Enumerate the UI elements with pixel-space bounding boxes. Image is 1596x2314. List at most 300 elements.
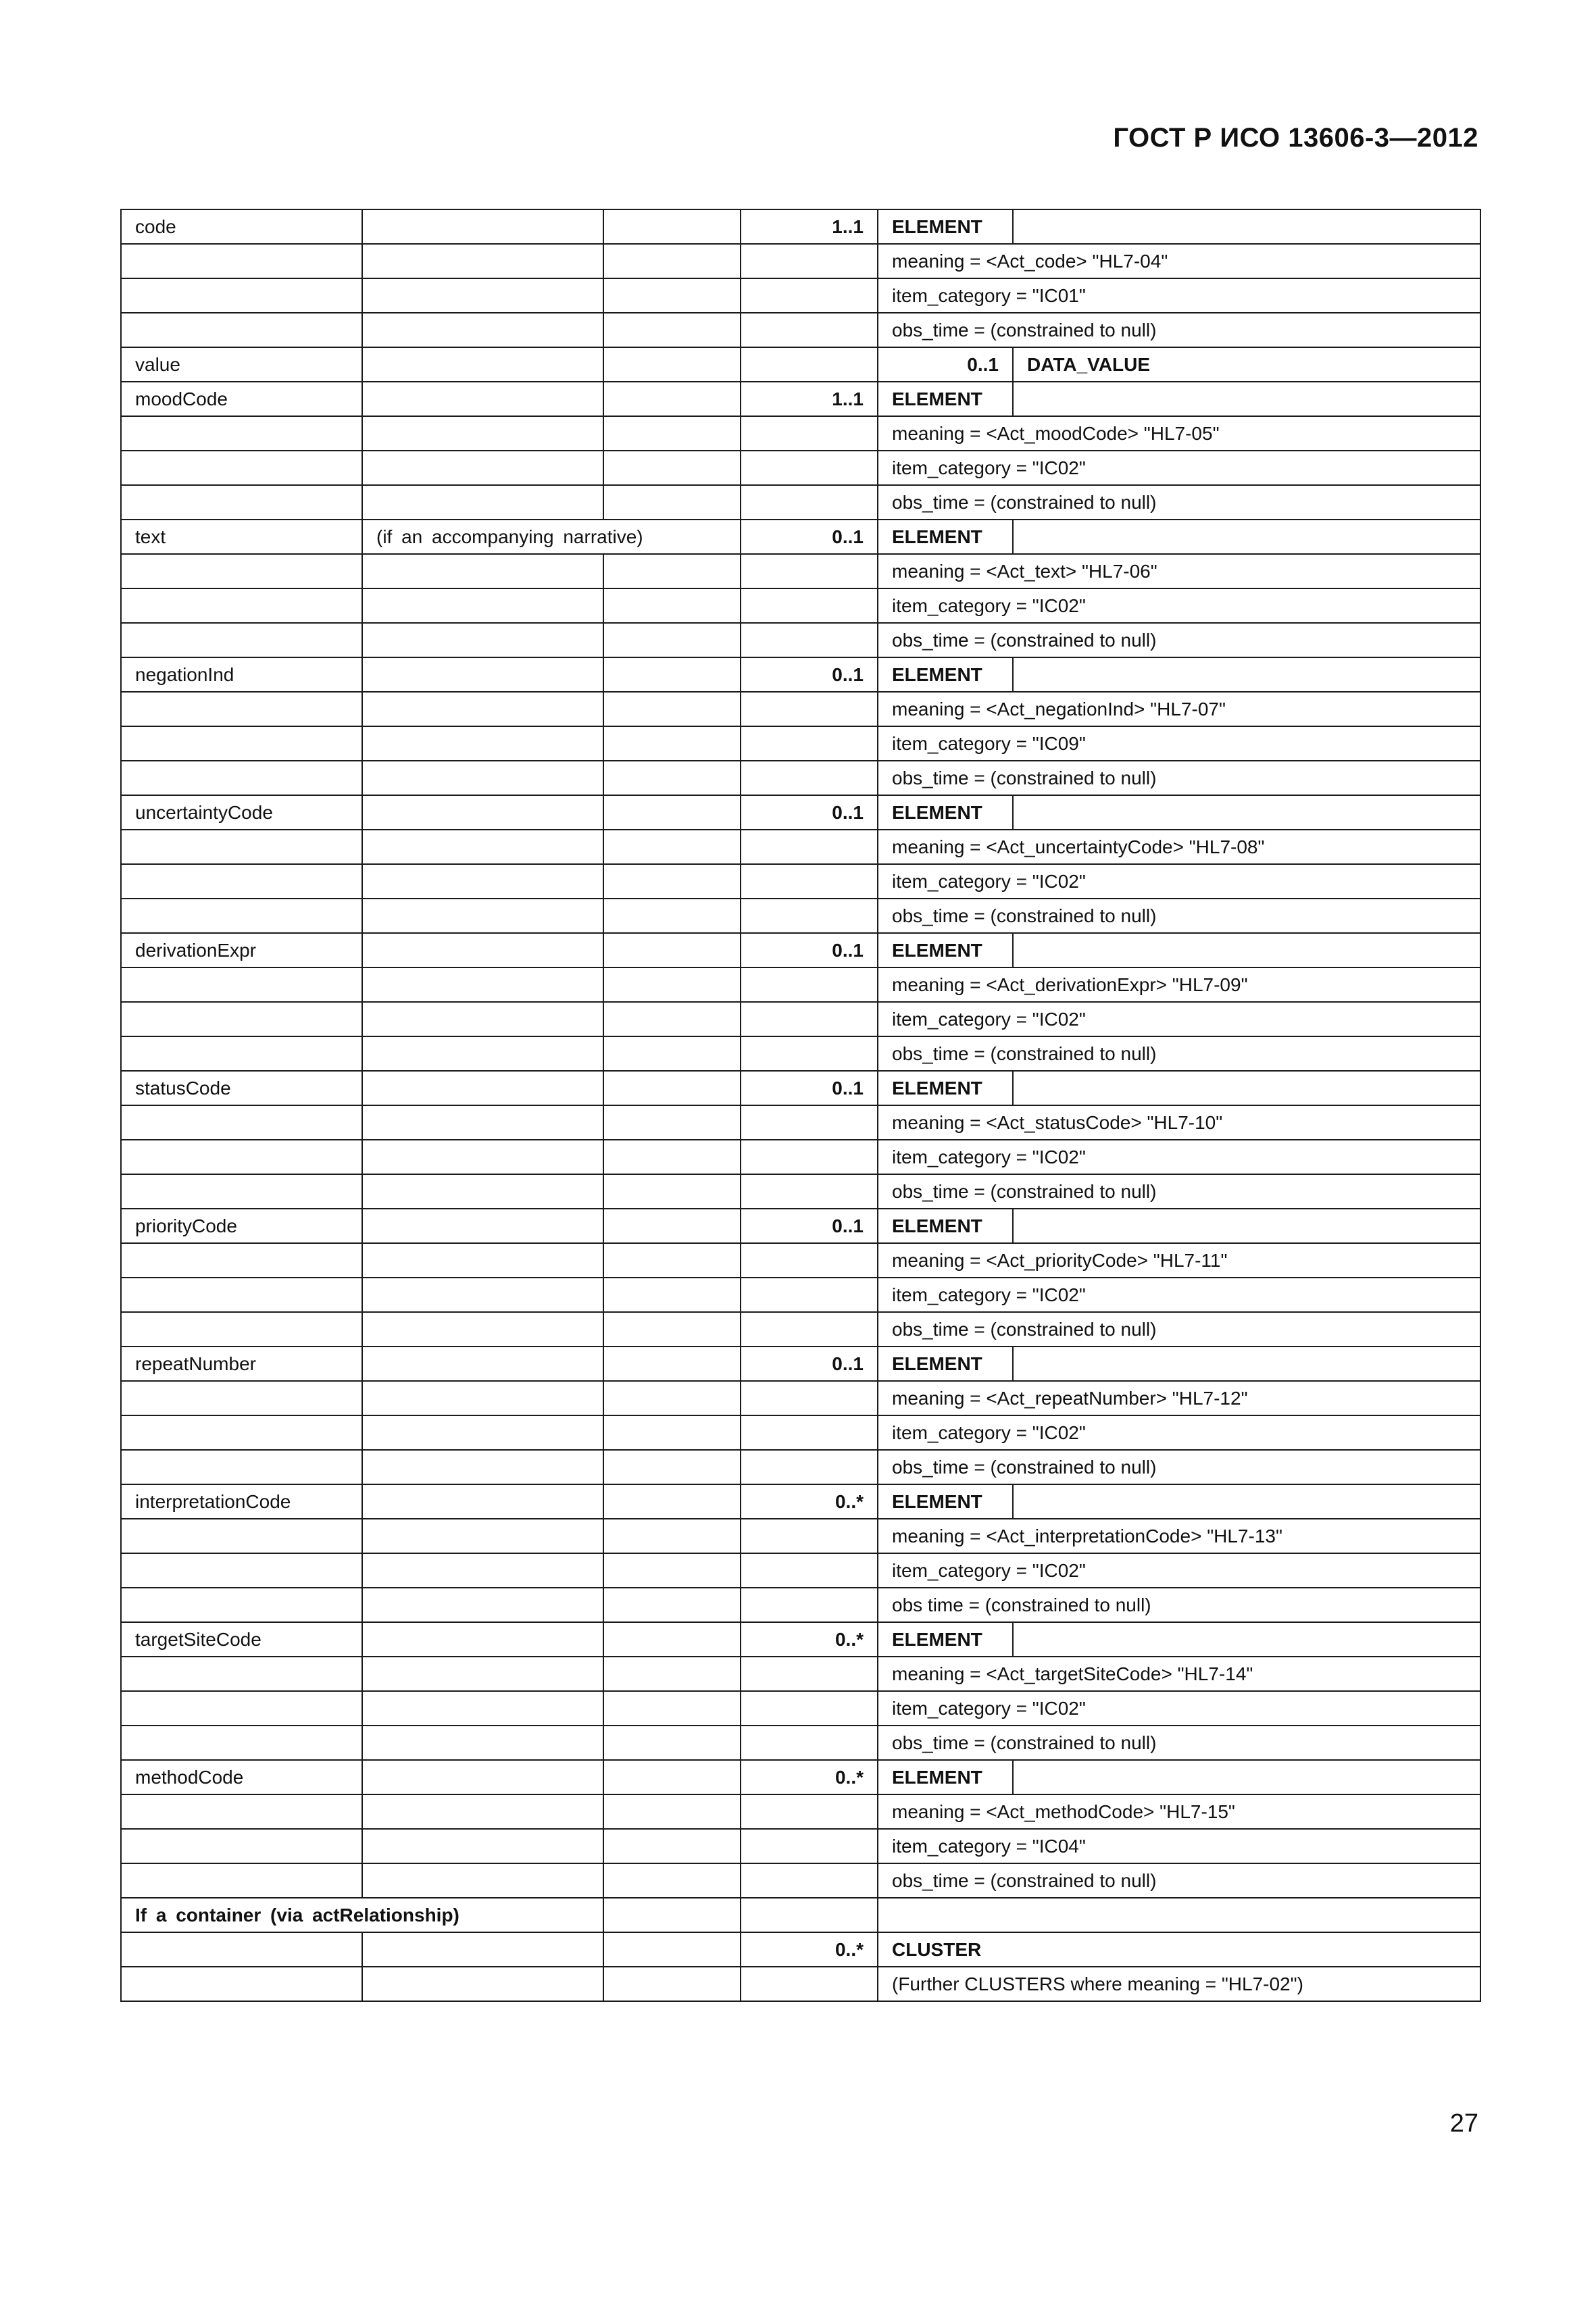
table-cell (362, 1553, 603, 1588)
table-cell: 0..1 (741, 657, 878, 692)
table-cell: obs_time = (constrained to null) (878, 485, 1480, 520)
table-row (121, 1932, 1480, 1967)
table-cell: obs_time = (constrained to null) (878, 1450, 1480, 1484)
table-cell (362, 1932, 603, 1967)
table-row (121, 1140, 1480, 1174)
table-cell: meaning = <Act_interpretationCode> "HL7-13" (878, 1519, 1480, 1553)
table-row (121, 520, 1480, 554)
table-cell: 1..1 (741, 382, 878, 416)
table-cell (121, 1657, 362, 1691)
table-cell (603, 1519, 741, 1553)
table-cell (741, 899, 878, 933)
table-cell (603, 795, 741, 830)
table-cell (603, 278, 741, 313)
table-cell: obs_time = (constrained to null) (878, 1726, 1480, 1760)
table-row (121, 382, 1480, 416)
table-cell (603, 1794, 741, 1829)
table-cell (362, 1726, 603, 1760)
table-cell (1013, 1622, 1480, 1657)
table-cell (603, 1829, 741, 1863)
table-cell (603, 554, 741, 588)
table-cell (362, 1278, 603, 1312)
table-row (121, 1243, 1480, 1278)
table-cell (741, 554, 878, 588)
table-cell (741, 347, 878, 382)
table-cell (741, 1450, 878, 1484)
table-cell (603, 623, 741, 657)
table-cell (121, 1381, 362, 1415)
table-cell: 0..1 (741, 1347, 878, 1381)
table-cell: item_category = "IC02" (878, 1691, 1480, 1726)
table-cell (603, 1863, 741, 1898)
table-cell (121, 278, 362, 313)
table-cell (741, 726, 878, 761)
table-cell (362, 795, 603, 830)
table-row (121, 1105, 1480, 1140)
table-cell (741, 967, 878, 1002)
table-cell (362, 1657, 603, 1691)
table-cell (362, 1243, 603, 1278)
table-cell: If a container (via actRelationship) (121, 1898, 603, 1932)
table-cell: ELEMENT (878, 795, 1013, 830)
table-cell (603, 657, 741, 692)
table-cell (603, 382, 741, 416)
table-cell (362, 1002, 603, 1036)
table-cell (1013, 933, 1480, 967)
table-cell (603, 864, 741, 899)
table-cell (362, 244, 603, 278)
table-cell (121, 864, 362, 899)
table-cell: item_category = "IC04" (878, 1829, 1480, 1863)
table-cell (741, 1657, 878, 1691)
table-cell: meaning = <Act_moodCode> "HL7-05" (878, 416, 1480, 451)
table-cell (603, 1622, 741, 1657)
table-cell (603, 1312, 741, 1347)
table-row (121, 864, 1480, 899)
table-cell (603, 451, 741, 485)
table-cell (741, 313, 878, 347)
table-cell (603, 588, 741, 623)
table-cell: item_category = "IC02" (878, 451, 1480, 485)
table-cell: ELEMENT (878, 1347, 1013, 1381)
table-cell (603, 899, 741, 933)
table-cell (121, 623, 362, 657)
table-cell: item_category = "IC01" (878, 278, 1480, 313)
table-row (121, 1794, 1480, 1829)
table-cell (603, 1657, 741, 1691)
table-cell (741, 1174, 878, 1209)
table-cell (121, 830, 362, 864)
table-cell (362, 967, 603, 1002)
table-cell: interpretationCode (121, 1484, 362, 1519)
table-cell: 0..* (741, 1932, 878, 1967)
table-cell: 0..* (741, 1760, 878, 1794)
table-cell (362, 1484, 603, 1519)
table-cell (121, 1243, 362, 1278)
table-cell (741, 1140, 878, 1174)
table-row (121, 416, 1480, 451)
table-cell (362, 1622, 603, 1657)
table-cell (603, 1105, 741, 1140)
table-cell (741, 1829, 878, 1863)
table-cell (603, 726, 741, 761)
table-cell (603, 347, 741, 382)
table-cell: priorityCode (121, 1209, 362, 1243)
table-cell (741, 1898, 878, 1932)
table-cell (121, 1726, 362, 1760)
table-row (121, 1036, 1480, 1071)
table-row (121, 623, 1480, 657)
table-cell (121, 726, 362, 761)
table-cell (741, 1588, 878, 1622)
table-cell (603, 1071, 741, 1105)
table-cell (603, 1553, 741, 1588)
table-cell: meaning = <Act_uncertaintyCode> "HL7-08" (878, 830, 1480, 864)
table-cell (362, 347, 603, 382)
table-cell (741, 1002, 878, 1036)
table-cell: obs_time = (constrained to null) (878, 1036, 1480, 1071)
table-cell (362, 1105, 603, 1140)
table-cell (741, 1036, 878, 1071)
table-row (121, 209, 1480, 244)
table-cell (121, 416, 362, 451)
table-cell (603, 1932, 741, 1967)
table-cell: meaning = <Act_code> "HL7-04" (878, 244, 1480, 278)
table-cell: obs_time = (constrained to null) (878, 1863, 1480, 1898)
table-row (121, 485, 1480, 520)
table-cell (603, 1967, 741, 2001)
table-cell (741, 692, 878, 726)
table-row (121, 1002, 1480, 1036)
table-cell (362, 1519, 603, 1553)
table-row (121, 1484, 1480, 1519)
table-cell (741, 1863, 878, 1898)
table-cell: 0..1 (741, 933, 878, 967)
table-row (121, 1863, 1480, 1898)
table-cell: ELEMENT (878, 382, 1013, 416)
table-cell (603, 967, 741, 1002)
table-cell (741, 416, 878, 451)
table-cell (603, 1415, 741, 1450)
table-cell (603, 244, 741, 278)
table-cell (741, 830, 878, 864)
table-cell (121, 967, 362, 1002)
document-header: ГОСТ Р ИСО 13606-3—2012 (1113, 123, 1478, 153)
table-cell (603, 1243, 741, 1278)
table-cell: value (121, 347, 362, 382)
table-cell (121, 1829, 362, 1863)
table-row (121, 1381, 1480, 1415)
table-cell: item_category = "IC02" (878, 1140, 1480, 1174)
table-cell (121, 1312, 362, 1347)
table-cell (603, 1347, 741, 1381)
table-cell (362, 1140, 603, 1174)
table-cell: obs_time = (constrained to null) (878, 313, 1480, 347)
table-cell: 0..1 (741, 520, 878, 554)
table-row (121, 347, 1480, 382)
table-cell (362, 1691, 603, 1726)
table-cell (362, 933, 603, 967)
table-cell (1013, 1484, 1480, 1519)
table-row (121, 657, 1480, 692)
table-cell (603, 1140, 741, 1174)
table-cell (741, 1967, 878, 2001)
table-cell (1013, 520, 1480, 554)
table-row (121, 1553, 1480, 1588)
table-cell (362, 1794, 603, 1829)
table-cell (362, 313, 603, 347)
table-cell (741, 1312, 878, 1347)
table-cell: item_category = "IC02" (878, 1278, 1480, 1312)
table-cell: item_category = "IC02" (878, 588, 1480, 623)
table-cell: item_category = "IC09" (878, 726, 1480, 761)
table-cell (1013, 1071, 1480, 1105)
specification-table (120, 209, 1481, 2002)
table-cell (603, 1209, 741, 1243)
table-cell: obs_time = (constrained to null) (878, 623, 1480, 657)
table-row (121, 313, 1480, 347)
table-cell (362, 657, 603, 692)
table-cell (362, 1863, 603, 1898)
table-cell: ELEMENT (878, 1071, 1013, 1105)
table-cell (362, 692, 603, 726)
table-cell (1013, 1209, 1480, 1243)
table-cell: 0..1 (741, 1209, 878, 1243)
table-cell (121, 899, 362, 933)
table-cell: item_category = "IC02" (878, 1415, 1480, 1450)
table-row (121, 588, 1480, 623)
table-cell (741, 1381, 878, 1415)
table-cell: meaning = <Act_negationInd> "HL7-07" (878, 692, 1480, 726)
table-cell (121, 1278, 362, 1312)
table-cell (362, 1967, 603, 2001)
table-cell (362, 623, 603, 657)
table-cell (121, 1588, 362, 1622)
table-cell (362, 1450, 603, 1484)
table-cell (741, 1519, 878, 1553)
table-cell: meaning = <Act_text> "HL7-06" (878, 554, 1480, 588)
table-cell: methodCode (121, 1760, 362, 1794)
table-cell: meaning = <Act_statusCode> "HL7-10" (878, 1105, 1480, 1140)
table-cell: statusCode (121, 1071, 362, 1105)
table-cell (1013, 1760, 1480, 1794)
table-cell (121, 1415, 362, 1450)
table-cell (362, 864, 603, 899)
table-cell (121, 1140, 362, 1174)
table-row (121, 1691, 1480, 1726)
table-cell (362, 1071, 603, 1105)
table-cell (362, 1381, 603, 1415)
table-cell (741, 278, 878, 313)
table-cell (121, 1002, 362, 1036)
table-cell (362, 209, 603, 244)
table-row (121, 1622, 1480, 1657)
table-row (121, 1519, 1480, 1553)
table-row (121, 795, 1480, 830)
table-row (121, 1071, 1480, 1105)
table-cell (121, 554, 362, 588)
table-row (121, 1278, 1480, 1312)
table-cell: ELEMENT (878, 933, 1013, 967)
table-cell (603, 209, 741, 244)
table-cell (121, 244, 362, 278)
table-cell (741, 1105, 878, 1140)
table-cell: 0..* (741, 1484, 878, 1519)
table-cell (741, 244, 878, 278)
table-cell (362, 1174, 603, 1209)
table-row (121, 1312, 1480, 1347)
table-cell (603, 1381, 741, 1415)
table-cell (603, 1484, 741, 1519)
table-cell: item_category = "IC02" (878, 1002, 1480, 1036)
table-cell (362, 726, 603, 761)
table-cell (603, 1174, 741, 1209)
table-row (121, 244, 1480, 278)
table-cell (362, 1588, 603, 1622)
table-cell: obs_time = (constrained to null) (878, 1312, 1480, 1347)
table-cell: ELEMENT (878, 1622, 1013, 1657)
table-cell (362, 278, 603, 313)
table-cell (121, 692, 362, 726)
table-cell: DATA_VALUE (1013, 347, 1480, 382)
table-cell (121, 1105, 362, 1140)
table-cell: meaning = <Act_methodCode> "HL7-15" (878, 1794, 1480, 1829)
table-cell (741, 864, 878, 899)
table-cell: uncertaintyCode (121, 795, 362, 830)
table-cell (1013, 209, 1480, 244)
table-cell: meaning = <Act_priorityCode> "HL7-11" (878, 1243, 1480, 1278)
table-cell (121, 485, 362, 520)
table-cell: obs_time = (constrained to null) (878, 899, 1480, 933)
table-cell (741, 1726, 878, 1760)
table-row (121, 1174, 1480, 1209)
table-cell (603, 416, 741, 451)
table-cell (741, 1415, 878, 1450)
table-cell: item_category = "IC02" (878, 864, 1480, 899)
table-cell: CLUSTER (878, 1932, 1480, 1967)
table-cell (603, 1760, 741, 1794)
table-cell (362, 588, 603, 623)
table-cell (362, 1347, 603, 1381)
table-cell: 0..* (741, 1622, 878, 1657)
table-cell (362, 1829, 603, 1863)
table-cell (121, 1450, 362, 1484)
table-cell (1013, 657, 1480, 692)
table-cell: 0..1 (741, 795, 878, 830)
table-cell: ELEMENT (878, 1209, 1013, 1243)
table-cell (121, 761, 362, 795)
table-cell (603, 1726, 741, 1760)
table-cell (362, 382, 603, 416)
table-cell: 0..1 (878, 347, 1013, 382)
table-cell: repeatNumber (121, 1347, 362, 1381)
table-cell (603, 1002, 741, 1036)
table-row (121, 1588, 1480, 1622)
table-cell (362, 1036, 603, 1071)
table-cell (362, 761, 603, 795)
table-cell: targetSiteCode (121, 1622, 362, 1657)
table-cell (362, 554, 603, 588)
table-cell (362, 1415, 603, 1450)
table-row (121, 1898, 1480, 1932)
table-cell (603, 485, 741, 520)
table-cell: ELEMENT (878, 520, 1013, 554)
table-cell (121, 1932, 362, 1967)
table-cell (603, 761, 741, 795)
table-cell (603, 1450, 741, 1484)
table-row (121, 1967, 1480, 2001)
table-row (121, 1415, 1480, 1450)
table-cell (121, 451, 362, 485)
table-cell (603, 692, 741, 726)
table-row (121, 899, 1480, 933)
table-cell (741, 1553, 878, 1588)
table-row (121, 1726, 1480, 1760)
table-cell (362, 485, 603, 520)
table-cell: negationInd (121, 657, 362, 692)
table-cell: (Further CLUSTERS where meaning = "HL7-02") (878, 1967, 1480, 2001)
table-cell (121, 1519, 362, 1553)
table-cell: item_category = "IC02" (878, 1553, 1480, 1588)
table-cell (121, 588, 362, 623)
table-cell (603, 313, 741, 347)
table-cell (121, 1863, 362, 1898)
table-cell (603, 1588, 741, 1622)
table-cell: obs time = (constrained to null) (878, 1588, 1480, 1622)
table-cell (603, 1898, 741, 1932)
table-cell (603, 933, 741, 967)
table-row (121, 726, 1480, 761)
table-cell: 0..1 (741, 1071, 878, 1105)
table-cell (362, 899, 603, 933)
table-row (121, 1450, 1480, 1484)
table-cell (603, 830, 741, 864)
table-cell (878, 1898, 1480, 1932)
table-cell: ELEMENT (878, 1484, 1013, 1519)
table-cell (362, 416, 603, 451)
table-cell (741, 451, 878, 485)
table-cell (121, 1174, 362, 1209)
table-cell: (if an accompanying narrative) (362, 520, 741, 554)
table-cell (121, 1553, 362, 1588)
table-row (121, 761, 1480, 795)
table-cell: obs_time = (constrained to null) (878, 1174, 1480, 1209)
table-row (121, 967, 1480, 1002)
table-cell: obs_time = (constrained to null) (878, 761, 1480, 795)
table-cell: meaning = <Act_repeatNumber> "HL7-12" (878, 1381, 1480, 1415)
table-cell (121, 313, 362, 347)
table-cell (121, 1036, 362, 1071)
page-number: 27 (1449, 2109, 1478, 2138)
table-cell (603, 1036, 741, 1071)
table-cell: derivationExpr (121, 933, 362, 967)
table-row (121, 451, 1480, 485)
table-cell (741, 1691, 878, 1726)
table-row (121, 1657, 1480, 1691)
table-row (121, 1209, 1480, 1243)
table-cell (362, 451, 603, 485)
table-row (121, 278, 1480, 313)
table-cell (121, 1967, 362, 2001)
table-cell: code (121, 209, 362, 244)
table-cell (362, 1209, 603, 1243)
table-row (121, 1829, 1480, 1863)
table-cell (603, 1691, 741, 1726)
table-cell (362, 1312, 603, 1347)
table-cell (1013, 382, 1480, 416)
table-row (121, 692, 1480, 726)
table-cell (1013, 795, 1480, 830)
